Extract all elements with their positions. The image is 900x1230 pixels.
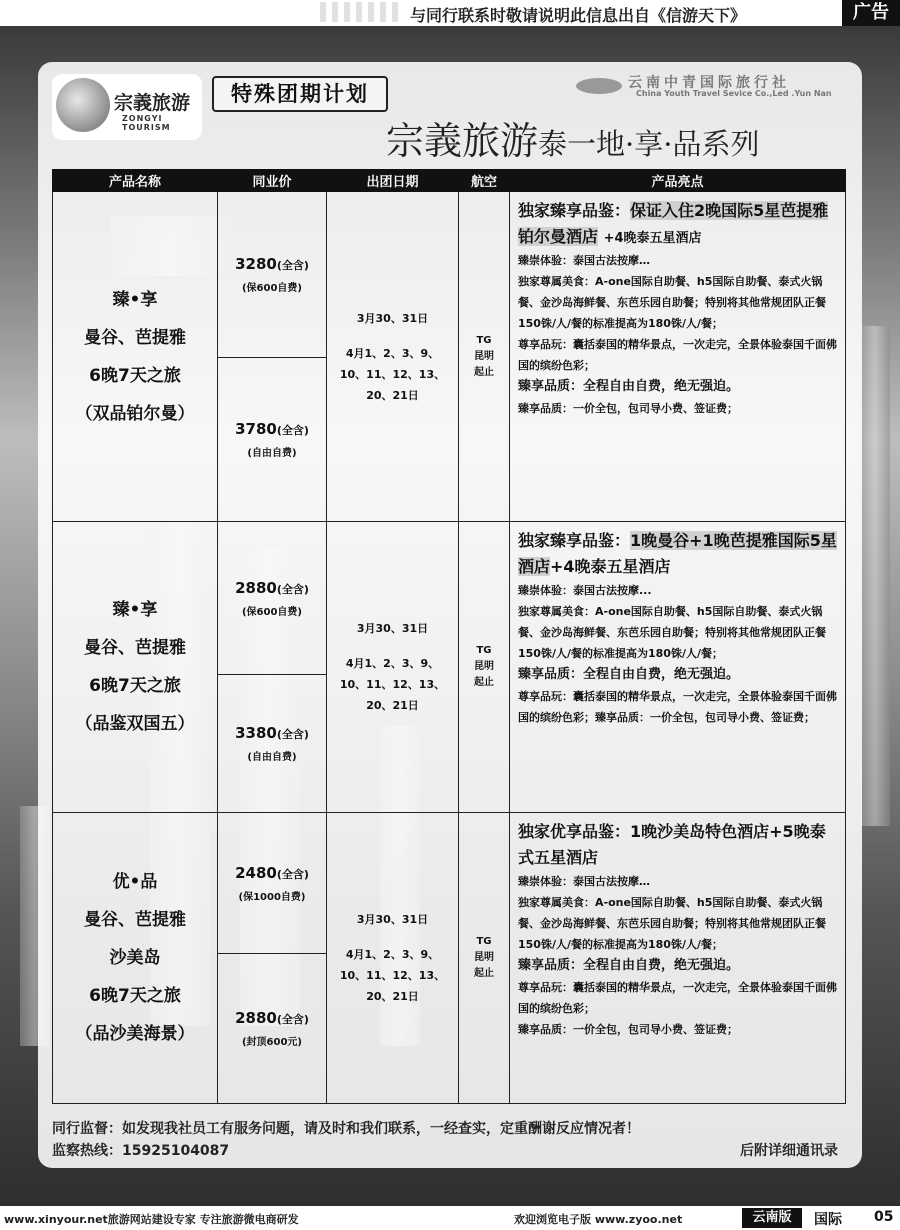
highlights: 独家臻享品鉴：1晚曼谷+1晚芭提雅国际5星酒店+4晚泰五星酒店 臻崇体验：泰国古法按摩... 独家尊属美食：A-one国际自助餐、h5国际自助餐、泰式火锅餐、金沙岛海鲜餐、东芭乐园自助餐；特别将其他常规团队正餐150铢/人/餐的标准提高为180铢/人/餐； 臻享品质：全程自由自费，绝无强迫。 尊享品玩：囊括泰国的精华景点，一次走完，全景体验泰国千面佛国的缤纷色彩；臻享品质：一价全包，包司导小费、签证费； xyxy=(510,522,846,813)
company-logo xyxy=(52,74,202,140)
hotline: 监察热线：15925104087 xyxy=(52,1143,230,1159)
source-notice: 与同行联系时敬请说明此信息出自《信游天下》 xyxy=(410,6,747,25)
product-name: 臻•享 曼谷、芭提雅 6晚7天之旅 （双品铂尔曼） xyxy=(53,192,218,522)
table-row xyxy=(53,813,846,954)
price-cell: 2480(全含) (保1000自费) xyxy=(218,813,327,954)
page-number: 05 xyxy=(874,1209,894,1225)
airline: TG 昆明 起止 xyxy=(459,192,510,522)
page-title xyxy=(386,110,760,163)
bottom-bar xyxy=(0,1206,900,1230)
price-cell: 2880(全含) (保600自费) xyxy=(218,522,327,675)
price-cell: 2880(全含) (封顶600元) xyxy=(218,954,327,1104)
departure-dates: 3月30、31日 4月1、2、3、9、 10、11、12、13、 20、21日 xyxy=(327,522,459,813)
agency-mark-icon xyxy=(576,78,622,94)
product-name: 臻•享 曼谷、芭提雅 6晚7天之旅 （品鉴双国五） xyxy=(53,522,218,813)
price-cell: 3780(全含) (自由自费) xyxy=(218,358,327,522)
airline: TG 昆明 起止 xyxy=(459,522,510,813)
highlights: 独家优享品鉴：1晚沙美岛特色酒店+5晚泰式五星酒店 臻崇体验：泰国古法按摩… 独家尊属美食：A-one国际自助餐、h5国际自助餐、泰式火锅餐、金沙岛海鲜餐、东芭乐园自助餐；特别将其他常规团队正餐150铢/人/餐的标准提高为180铢/人/餐； 臻享品质：全程自由自费，绝无强迫。 尊享品玩：囊括泰国的精华景点，一次走完，全景体验泰国千面佛国的缤纷色彩； 臻享品质：一价全包，包司导小费、签证费； xyxy=(510,813,846,1104)
logo-name-cn: 宗義旅游 xyxy=(114,92,191,114)
airline: TG 昆明 起止 xyxy=(459,813,510,1104)
header-airline: 航空 xyxy=(459,170,510,192)
table-header xyxy=(53,170,846,192)
ad-label: 广告 xyxy=(842,0,900,26)
departure-dates: 3月30、31日 4月1、2、3、9、 10、11、12、13、 20、21日 xyxy=(327,192,459,522)
region-badge: 云南版 xyxy=(742,1208,802,1228)
logo-name-en: ZONGYI TOURISM xyxy=(122,114,171,132)
agency-logo xyxy=(576,72,844,102)
table-row xyxy=(53,192,846,358)
logo-emblem-icon xyxy=(56,78,110,132)
agency-name-cn: 云南中青国际旅行社 xyxy=(628,75,790,91)
header-price: 同业价 xyxy=(218,170,327,192)
directory-note: 后附详细通讯录 xyxy=(740,1143,838,1159)
title-series: 泰一地·享·品系列 xyxy=(538,127,760,161)
departure-dates: 3月30、31日 4月1、2、3、9、 10、11、12、13、 20、21日 xyxy=(327,813,459,1104)
product-table xyxy=(52,169,846,1104)
header-highlights: 产品亮点 xyxy=(510,170,846,192)
table-row xyxy=(53,522,846,675)
title-brand: 宗義旅游 xyxy=(386,119,539,163)
highlights: 独家臻享品鉴：保证入住2晚国际5星芭提雅铂尔曼酒店 +4晚泰五星酒店 臻崇体验：泰国古法按摩… 独家尊属美食：A-one国际自助餐、h5国际自助餐、泰式火锅餐、金沙岛海鲜餐、东芭乐园自助餐；特别将其他常规团队正餐150铢/人/餐的标准提高为180铢/人/餐； 尊享品玩：囊括泰国的精华景点，一次走完，全景体验泰国千面佛国的缤纷色彩； 臻享品质：全程自由自费，绝无强迫。 臻享品质：一价全包，包司导小费、签证费； xyxy=(510,192,846,522)
price-cell: 3380(全含) (自由自费) xyxy=(218,675,327,813)
price-cell: 3280(全含) (保600自费) xyxy=(218,192,327,358)
header-name: 产品名称 xyxy=(53,170,218,192)
top-banner xyxy=(0,0,900,26)
section-label: 国际 xyxy=(814,1212,842,1228)
supervision-notice: 同行监督：如发现我社员工有服务问题，请及时和我们联系，一经查实，定重酬谢反应情况者！ xyxy=(52,1121,640,1137)
header-date: 出团日期 xyxy=(327,170,459,192)
agency-name-en: China Youth Travel Sevice Co.,Led .Yun Nan xyxy=(636,89,832,98)
bottom-right-text: 欢迎浏览电子版 www.zyoo.net xyxy=(514,1213,683,1226)
plan-badge: 特殊团期计划 xyxy=(212,76,388,112)
product-name: 优•品 曼谷、芭提雅 沙美岛 6晚7天之旅 （品沙美海景） xyxy=(53,813,218,1104)
checker-decoration xyxy=(320,2,400,22)
bottom-left-text: www.xinyour.net旅游网站建设专家 专注旅游微电商研发 xyxy=(4,1213,299,1226)
